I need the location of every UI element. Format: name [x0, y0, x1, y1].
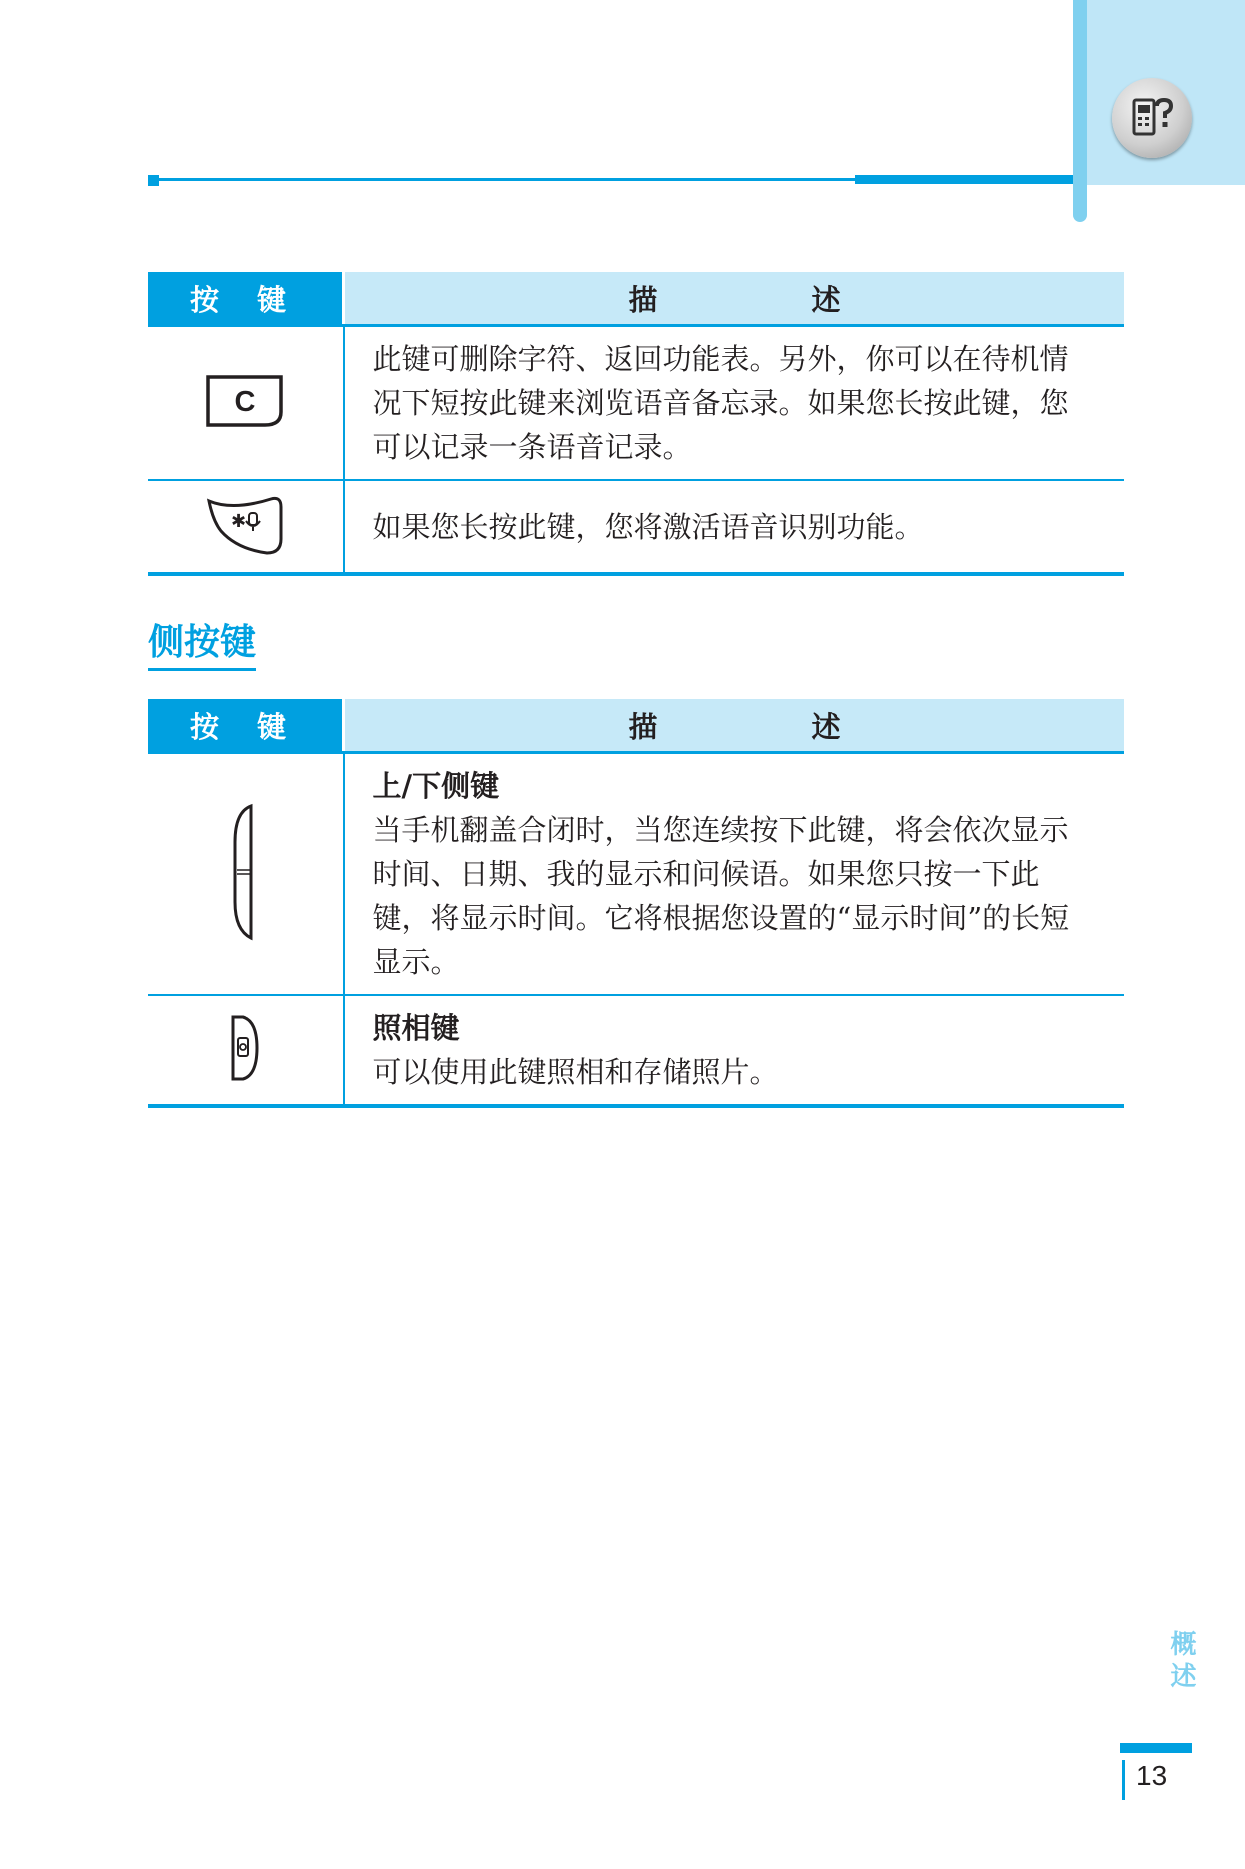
key-cell — [148, 480, 344, 574]
key-description-text: 可以使用此键照相和存储照片。 — [372, 1055, 779, 1089]
key-title: 上/下侧键 — [372, 769, 500, 803]
key-description: 如果您长按此键，您将激活语音识别功能。 — [344, 480, 1125, 574]
chapter-tab-strip — [1073, 0, 1087, 222]
column-header-description: 描 述 — [344, 699, 1125, 753]
table-row — [148, 326, 1124, 481]
key-description-text: 当手机翻盖合闭时，当您连续按下此键，将会依次显示时间、日期、我的显示和问候语。如果您只按一下此键，将显示时间。它将根据您设置的“显示时间”的长短显示。 — [372, 813, 1070, 979]
key-description: 此键可删除字符、返回功能表。另外，你可以在待机情况下短按此键来浏览语音备忘录。如果您长按此键，您可以记录一条语音记录。 — [344, 326, 1125, 481]
column-header-key: 按 键 — [148, 272, 344, 326]
section-heading: 侧按键 — [148, 620, 256, 671]
column-header-description: 描 述 — [344, 272, 1125, 326]
table-row — [148, 753, 1124, 996]
key-cell — [148, 326, 344, 481]
key-cell — [148, 753, 344, 996]
keys-table — [148, 272, 1124, 576]
phone-help-icon — [1112, 78, 1192, 158]
header-rule-accent — [855, 175, 1073, 184]
key-cell — [148, 995, 344, 1106]
key-title: 照相键 — [372, 1011, 460, 1045]
star-voice-key-icon — [203, 493, 287, 557]
footer-tick — [1122, 1760, 1125, 1800]
table-row — [148, 995, 1124, 1106]
key-description — [344, 753, 1125, 996]
svg-text:C: C — [234, 386, 256, 418]
header-rule-marker — [148, 175, 159, 186]
side-volume-key-icon — [225, 802, 265, 942]
c-key-icon — [203, 372, 287, 430]
camera-side-key-icon — [225, 1013, 265, 1083]
page-number: 13 — [1136, 1760, 1168, 1791]
svg-text:✱: ✱ — [231, 510, 247, 532]
header-rule — [159, 178, 859, 181]
key-description — [344, 995, 1125, 1106]
footer-bar — [1120, 1743, 1192, 1753]
chapter-label: 概述 — [1166, 1630, 1196, 1694]
side-keys-table — [148, 699, 1124, 1108]
table-row — [148, 480, 1124, 574]
column-header-key: 按 键 — [148, 699, 344, 753]
